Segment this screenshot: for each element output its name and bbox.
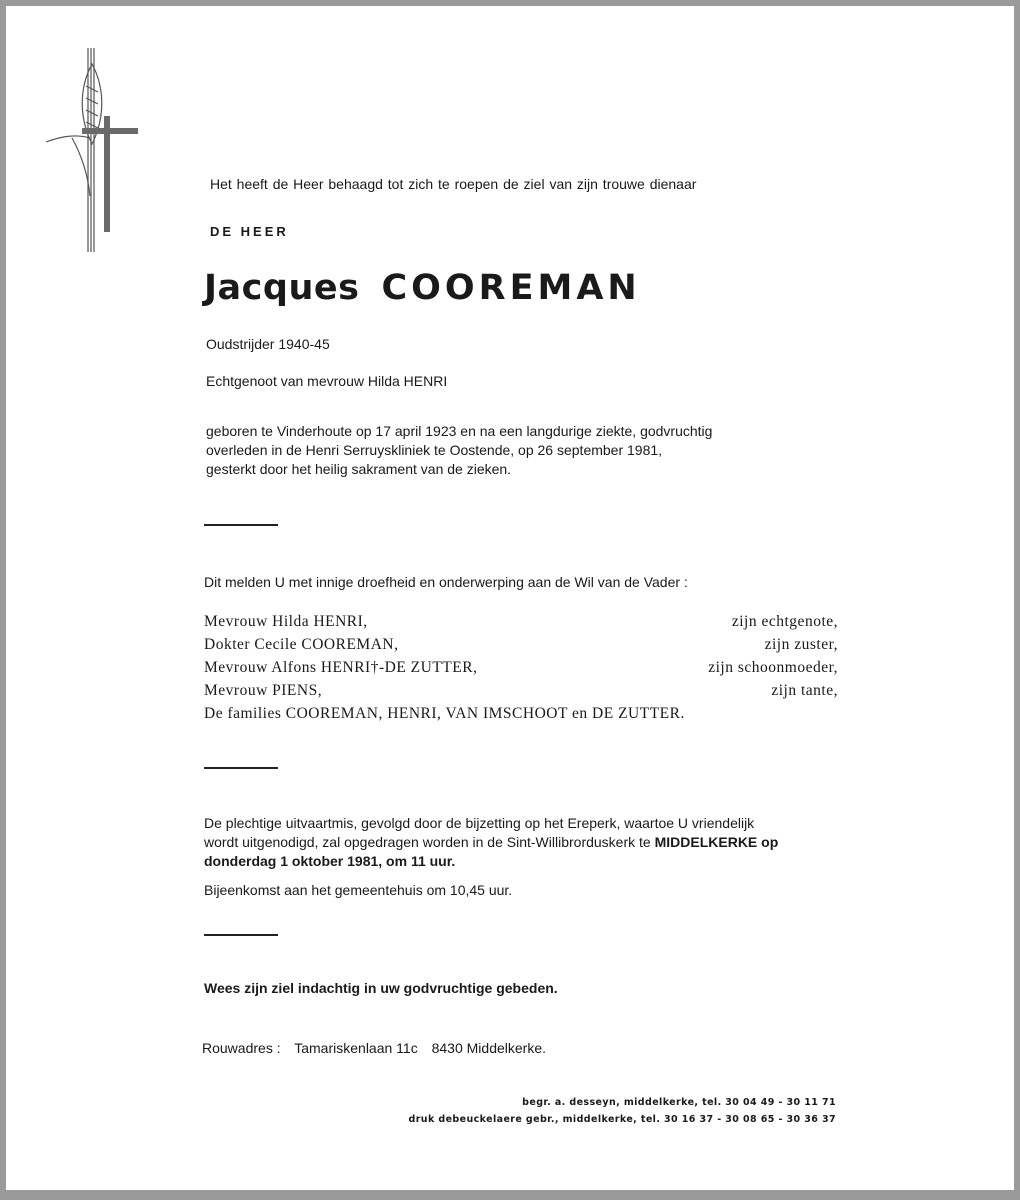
service-line — [204, 833, 778, 852]
family-member-name: Mevrouw PIENS, — [204, 682, 323, 699]
divider — [204, 767, 278, 769]
family-row — [204, 682, 838, 705]
service-text: wordt uitgenodigd, zal opgedragen worden in de Sint-Willibrorduskerk te — [204, 834, 655, 850]
title-veteran: Oudstrijder 1940-45 — [206, 336, 330, 352]
address-street: Tamariskenlaan 11c — [294, 1040, 418, 1056]
printer-credits — [409, 1094, 836, 1128]
mourning-address — [202, 1040, 556, 1056]
family-member-name: Mevrouw Hilda HENRI, — [204, 613, 368, 630]
memorial-card — [6, 6, 1014, 1190]
service-date-text: donderdag 1 oktober 1981, om 11 uur. — [204, 853, 456, 869]
service-line: De plechtige uitvaartmis, gevolgd door de bijzetting op het Ereperk, waartoe U vriendelijk — [204, 815, 755, 831]
divider — [204, 934, 278, 936]
family-member-name: Dokter Cecile COOREMAN, — [204, 636, 399, 653]
family-row — [204, 613, 838, 636]
last-name: COOREMAN — [381, 268, 641, 308]
meeting-info: Bijeenkomst aan het gemeentehuis om 10,45 uur. — [204, 882, 513, 898]
families-line: De families COOREMAN, HENRI, VAN IMSCHOOT en DE ZUTTER. — [204, 705, 685, 722]
family-list — [204, 613, 838, 728]
service-date — [204, 852, 778, 871]
prayer-request: Wees zijn ziel indachtig in uw godvruchtige gebeden. — [204, 980, 558, 996]
family-member-relation: zijn tante, — [771, 682, 838, 699]
family-row — [204, 636, 838, 659]
biography — [206, 422, 712, 479]
family-row — [204, 659, 838, 682]
family-member-relation: zijn zuster, — [764, 636, 838, 653]
service-place: MIDDELKERKE op — [654, 834, 779, 850]
credit-line: druk debeuckelaere gebr., middelkerke, tel. 30 16 37 - 30 08 65 - 30 36 37 — [408, 1114, 836, 1125]
announcement: Dit melden U met innige droefheid en onderwerping aan de Wil van de Vader : — [204, 574, 688, 590]
deceased-name — [204, 268, 641, 308]
family-row — [204, 705, 838, 728]
bio-line: overleden in de Henri Serruyskliniek te Oostende, op 26 september 1981, — [206, 442, 663, 458]
family-member-relation: zijn schoonmoeder, — [708, 659, 838, 676]
first-name: Jacques — [204, 268, 360, 308]
address-label: Rouwadres : — [202, 1040, 281, 1056]
address-city: 8430 Middelkerke. — [431, 1040, 547, 1056]
family-member-name: Mevrouw Alfons HENRI†-DE ZUTTER, — [204, 659, 478, 676]
intro-text: Het heeft de Heer behaagd tot zich te roepen de ziel van zijn trouwe dienaar — [210, 176, 697, 192]
bio-line: gesterkt door het heilig sakrament van de zieken. — [206, 461, 512, 477]
divider — [204, 524, 278, 526]
cross-wheat-icon — [42, 46, 146, 256]
title-spouse: Echtgenoot van mevrouw Hilda HENRI — [206, 373, 448, 389]
bio-line: geboren te Vinderhoute op 17 april 1923 en na een langdurige ziekte, godvruchtig — [206, 423, 713, 439]
funeral-service — [204, 814, 778, 871]
family-member-relation: zijn echtgenote, — [731, 613, 838, 630]
honorific-title: DE HEER — [210, 224, 289, 239]
credit-line: begr. a. desseyn, middelkerke, tel. 30 04 49 - 30 11 71 — [522, 1097, 836, 1108]
